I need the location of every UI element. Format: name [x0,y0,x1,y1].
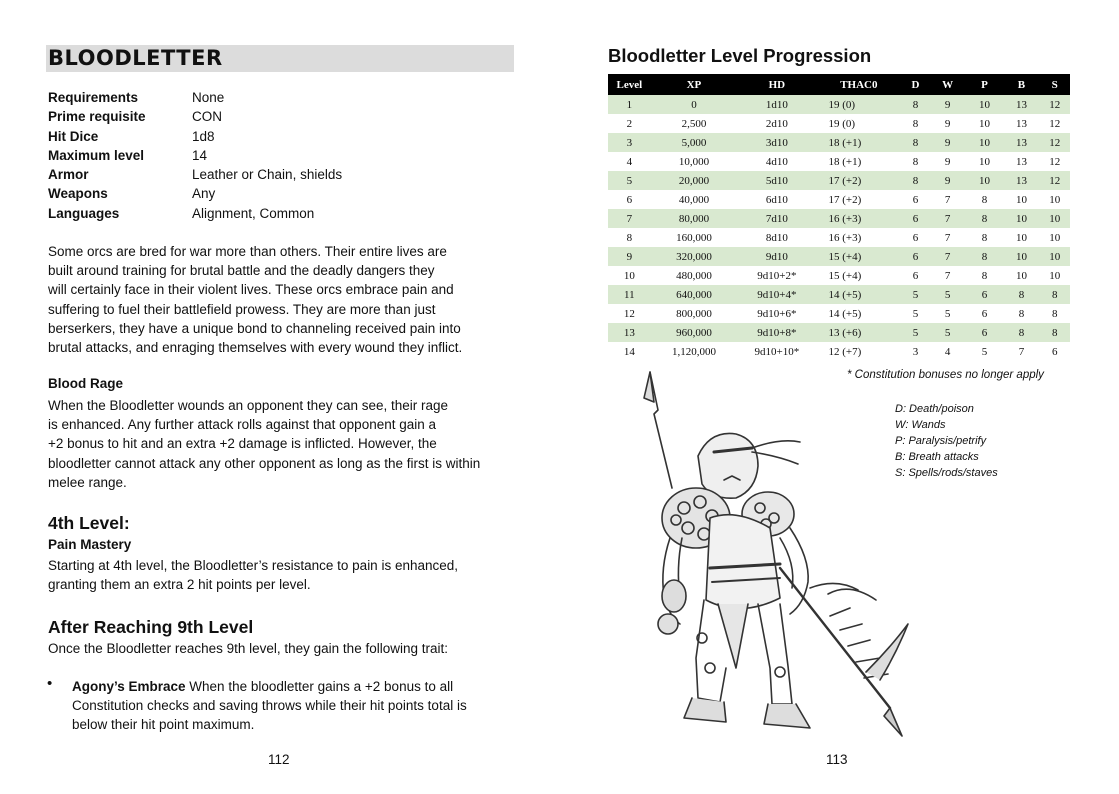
table-cell: 13 [1015,155,1027,168]
table-cell: 960,000 [651,323,738,342]
table-cell: 7 [930,247,966,266]
table-cell: 16 (+3) [828,231,862,244]
table-footnote: * Constitution bonuses no longer apply [847,369,1044,381]
table-cell: 9d10 [737,247,816,266]
table-cell: 6 [966,285,1004,304]
table-cell: 4d10 [765,155,788,168]
table-cell: 6 [1051,345,1058,358]
table-cell: 5 [944,307,951,320]
table-cell: 7 [1018,345,1025,358]
table-cell: 9d10+2* [757,269,797,282]
legend-item: P: Paralysis/petrify [895,435,987,447]
table-cell: 3 [608,133,651,152]
agony-embrace-bullet: Agony’s Embrace When the bloodletter gains a +2 bonus to all Constitution checks and saving throws while their hit points total is below their hit point maximum. [72,679,467,733]
table-cell: 1d10 [737,95,816,114]
table-cell: 8 [981,231,988,244]
table-cell: 15 (+4) [828,269,862,282]
table-cell: 8 [901,95,929,114]
table-cell: 9 [608,247,651,266]
table-cell: 320,000 [651,247,738,266]
table-cell: 12 [1039,171,1070,190]
table-cell: 18 (+1) [816,133,901,152]
table-cell: 2d10 [765,117,788,130]
table-cell: 0 [651,95,738,114]
legend-item: D: Death/poison [895,403,974,415]
stat-row: Maximum level 14 [48,147,208,163]
table-cell: 10 [1015,193,1027,206]
legend-item: S: Spells/rods/staves [895,467,998,479]
table-cell: 10 [1049,193,1061,206]
table-cell: 7 [944,231,951,244]
table-cell: 9 [944,155,951,168]
table-cell: 5 [608,171,651,190]
class-title-bar [46,45,514,72]
table-cell: 9d10+8* [737,323,816,342]
table-cell: 10 [979,155,991,168]
table-cell: 40,000 [678,193,710,206]
table-cell: 10 [1015,269,1027,282]
table-cell: 5 [930,323,966,342]
blood-rage-heading: Blood Rage [48,376,124,391]
table-cell: 8 [1003,323,1039,342]
table-cell: 9 [930,171,966,190]
col-level: Level [608,74,651,95]
table-cell: 5 [930,285,966,304]
table-cell: 9 [930,95,966,114]
table-cell: 8 [981,269,988,282]
right-page [560,0,1119,794]
stat-row: Weapons Any [48,186,216,202]
stat-row: Prime requisite CON [48,109,222,125]
table-cell: 8 [966,209,1004,228]
table-cell: 20,000 [651,171,738,190]
ninth-level-intro: Once the Bloodletter reaches 9th level, they gain the following trait: [48,641,448,656]
col-s: S [1039,74,1070,95]
table-cell: 5 [901,285,929,304]
table-cell: 14 (+5) [828,307,862,320]
table-cell: 12 [1049,155,1061,168]
table-cell: 13 [608,323,651,342]
table-cell: 10 [1049,269,1061,282]
col-w: W [930,74,966,95]
table-cell: 10 [966,171,1004,190]
table-cell: 4 [626,155,633,168]
table-cell: 19 (0) [816,95,901,114]
table-cell: 8 [981,193,988,206]
ninth-level-heading: After Reaching 9th Level [48,617,254,637]
table-cell: 6d10 [765,193,788,206]
table-cell: 10 [979,117,991,130]
level-progression-table [608,74,1070,361]
col-d: D [901,74,929,95]
table-cell: 13 [1003,171,1039,190]
table-cell: 10 [1039,209,1070,228]
table-cell: 640,000 [651,285,738,304]
table-cell: 3d10 [737,133,816,152]
table-cell: 17 (+2) [816,171,901,190]
table-cell: 800,000 [676,307,712,320]
table-cell: 8d10 [765,231,788,244]
table-cell: 8 [1018,307,1025,320]
stat-row: Hit Dice 1d8 [48,128,215,144]
table-cell: 12 [1039,133,1070,152]
table-row [608,114,1070,133]
table-row [608,285,1070,304]
table-cell: 13 [1015,117,1027,130]
bullet-dot: • [47,675,53,692]
table-cell: 3 [912,345,919,358]
orc-bloodletter-illustration [640,368,1000,740]
table-cell: 18 (+1) [828,155,862,168]
table-cell: 160,000 [676,231,712,244]
table-cell: 10 [1049,231,1061,244]
table-cell: 8 [901,171,929,190]
agony-embrace-title: Agony’s Embrace [72,679,186,694]
table-cell: 8 [912,117,919,130]
page-number-left: 112 [268,752,290,767]
table-cell: 8 [1051,307,1058,320]
table-cell: 9 [930,133,966,152]
table-cell: 15 (+4) [816,247,901,266]
table-cell: 5 [981,345,988,358]
table-cell: 13 [1003,95,1039,114]
table-cell: 10,000 [678,155,710,168]
table-cell: 6 [901,247,929,266]
table-title: Bloodletter Level Progression [608,45,872,66]
table-cell: 4 [944,345,951,358]
table-cell: 10 [1039,247,1070,266]
col-p: P [966,74,1004,95]
table-cell: 8 [1003,285,1039,304]
table-body [608,95,1070,361]
table-cell: 7 [930,209,966,228]
legend-item: W: Wands [895,419,946,431]
col-hd: HD [737,74,816,95]
table-cell: 5,000 [651,133,738,152]
table-cell: 9d10+4* [737,285,816,304]
col-xp: XP [651,74,738,95]
table-cell: 80,000 [651,209,738,228]
table-row [608,323,1070,342]
table-cell: 8 [626,231,633,244]
table-cell: 6 [626,193,633,206]
table-cell: 1 [608,95,651,114]
legend-item: B: Breath attacks [895,451,979,463]
table-cell: 10 [623,269,635,282]
table-cell: 6 [981,307,988,320]
table-cell: 2 [626,117,633,130]
table-cell: 10 [1015,231,1027,244]
table-cell: 9d10+6* [757,307,797,320]
table-cell: 12 [1049,117,1061,130]
table-cell: 13 (+6) [816,323,901,342]
blood-rage-paragraph: When the Bloodletter wounds an opponent they can see, their rage is enhanced. Any further attack rolls against that opponent gain a +2 bonus to hit and an extra +2 damage is inflicted. However, the bloodletter cannot attack any other opponent as long as the first is within melee range. [48,398,481,490]
table-row [608,266,1070,285]
class-stats [48,88,342,223]
table-cell: 10 [966,133,1004,152]
table-cell: 10 [1003,247,1039,266]
table-cell: 8 [1039,285,1070,304]
table-cell: 17 (+2) [828,193,862,206]
table-cell: 7 [944,193,951,206]
table-row [608,133,1070,152]
table-cell: 19 (0) [828,117,856,130]
table-cell: 16 (+3) [816,209,901,228]
table-cell: 14 (+5) [816,285,901,304]
table-cell: 6 [901,209,929,228]
stat-row: Armor Leather or Chain, shields [48,167,343,183]
pain-mastery-paragraph: Starting at 4th level, the Bloodletter’s resistance to pain is enhanced, granting them an extra 2 hit points per level. [48,558,459,593]
table-cell: 9 [944,117,951,130]
table-cell: 8 [1039,323,1070,342]
intro-paragraph: Some orcs are bred for war more than others. Their entire lives are built around training for brutal battle and the deadly dangers they will certainly face in their violent lives. These orcs embrace pain and suffering to fuel their battlefield prowess. They are more than just berserkers, they have a unique bond to channeling received pain into brutal attacks, and enraging themselves with every wound they inflict. [48,244,463,356]
table-cell: 8 [912,155,919,168]
table-row [608,171,1070,190]
table-cell: 2,500 [681,117,707,130]
table-cell: 6 [912,193,919,206]
table-row [608,304,1070,323]
table-cell: 5 [901,323,929,342]
table-cell: 7 [944,269,951,282]
col-thac0: THAC0 [816,74,901,95]
table-cell: 6 [912,231,919,244]
class-title: BLOODLETTER [48,46,223,70]
table-row [608,95,1070,114]
stat-row: Languages Alignment, Common [48,205,315,221]
table-row [608,247,1070,266]
table-cell: 9d10+10* [754,345,800,358]
table-row [608,209,1070,228]
table-cell: 14 [623,345,635,358]
table-cell: 6 [912,269,919,282]
table-header-row [608,74,1070,95]
table-cell: 7 [608,209,651,228]
table-row [608,342,1070,361]
table-cell: 10 [1003,209,1039,228]
table-cell: 1,120,000 [671,345,716,358]
table-cell: 8 [966,247,1004,266]
table-row [608,152,1070,171]
table-cell: 5 [912,307,919,320]
col-b: B [1003,74,1039,95]
table-cell: 480,000 [676,269,712,282]
table-cell: 6 [966,323,1004,342]
stat-row: Requirements None [48,90,225,105]
table-row [608,228,1070,247]
table-cell: 8 [901,133,929,152]
table-cell: 12 (+7) [828,345,862,358]
table-cell: 12 [623,307,635,320]
table-cell: 11 [608,285,651,304]
table-cell: 5d10 [737,171,816,190]
fourth-level-heading: 4th Level: [48,513,130,533]
table-cell: 13 [1003,133,1039,152]
table-cell: 10 [966,95,1004,114]
page-number-right: 113 [826,752,848,767]
table-cell: 12 [1039,95,1070,114]
table-row [608,190,1070,209]
pain-mastery-heading: Pain Mastery [48,537,132,552]
table-cell: 7d10 [737,209,816,228]
